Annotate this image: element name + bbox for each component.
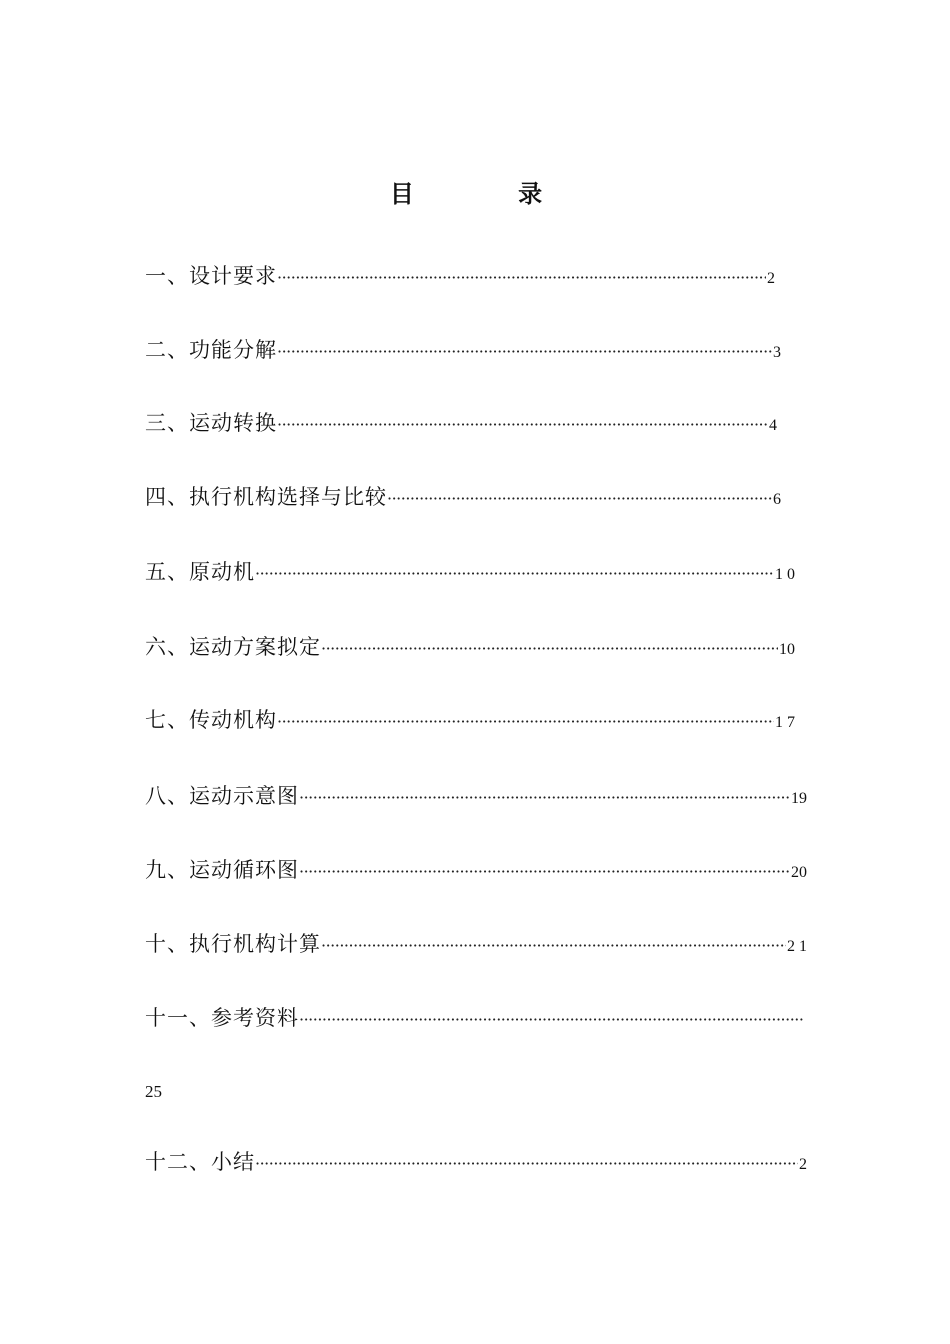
toc-entry[interactable] <box>145 927 807 961</box>
dot-leader <box>277 261 766 295</box>
toc-entry[interactable] <box>145 853 807 887</box>
toc-entry-label: 七、传动机构 <box>145 708 277 732</box>
dot-leader <box>255 557 774 591</box>
dot-leader <box>387 482 772 516</box>
toc-entry[interactable] <box>145 259 775 293</box>
toc-entry[interactable] <box>145 1001 805 1035</box>
toc-entry[interactable] <box>145 1145 807 1179</box>
toc-entry-label: 十、执行机构计算 <box>145 932 321 956</box>
dot-leader <box>299 781 790 815</box>
toc-entry[interactable] <box>145 333 781 367</box>
toc-entry[interactable] <box>145 630 795 664</box>
toc-entry-page-wrapped: 25 <box>145 1082 162 1101</box>
toc-entry-label: 六、运动方案拟定 <box>145 635 321 659</box>
toc-entry-page: 20 <box>791 864 807 881</box>
dot-leader <box>321 632 778 666</box>
dot-leader <box>299 1003 804 1037</box>
toc-entry[interactable] <box>145 480 781 514</box>
toc-entry-label: 十一、参考资料 <box>145 1006 299 1030</box>
toc-entry-label: 四、执行机构选择与比较 <box>145 485 387 509</box>
toc-entry-label: 五、原动机 <box>145 560 255 584</box>
dot-leader <box>277 335 772 369</box>
toc-entry-page: 3 <box>773 344 781 361</box>
toc-entry-page: 19 <box>791 790 807 807</box>
dot-leader <box>299 855 790 889</box>
toc-entry-label: 九、运动循环图 <box>145 858 299 882</box>
toc-entry[interactable] <box>145 779 807 813</box>
toc-entry-page: 4 <box>769 417 777 434</box>
dot-leader <box>277 705 774 739</box>
toc-entry-page: 1 7 <box>775 714 795 731</box>
dot-leader <box>277 408 768 442</box>
dot-leader <box>321 929 786 963</box>
toc-entry-label: 十二、小结 <box>145 1150 255 1174</box>
toc-entry-label: 二、功能分解 <box>145 338 277 362</box>
toc-entry[interactable] <box>145 703 795 737</box>
dot-leader <box>255 1147 798 1181</box>
toc-entry[interactable] <box>145 406 777 440</box>
toc-entry-page: 10 <box>779 641 795 658</box>
toc-entry-page: 2 <box>799 1156 807 1173</box>
toc-entry-page: 1 0 <box>775 566 795 583</box>
toc-entry[interactable] <box>145 555 795 589</box>
toc-entry-page: 2 <box>767 270 775 287</box>
toc-entry-label: 一、设计要求 <box>145 264 277 288</box>
toc-entry-label: 三、运动转换 <box>145 411 277 435</box>
toc-entry-label: 八、运动示意图 <box>145 784 299 808</box>
toc-title: 目 录 <box>389 180 591 208</box>
toc-entry-page: 2 1 <box>787 938 807 955</box>
toc-entry-page: 6 <box>773 491 781 508</box>
